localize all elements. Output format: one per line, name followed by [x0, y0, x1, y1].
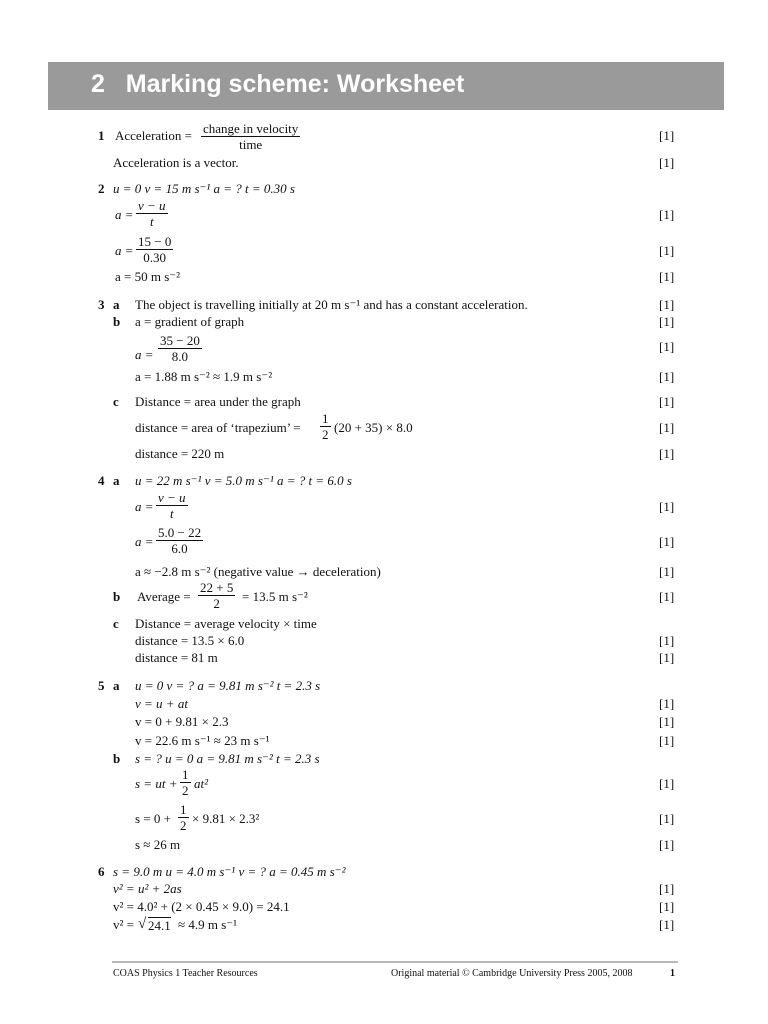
- q1-fraction: change in velocity time: [203, 121, 299, 152]
- footer-left: COAS Physics 1 Teacher Resources: [113, 968, 258, 979]
- footer-rule: [112, 961, 678, 963]
- footer-copyright: Original material © Cambridge University Press 2005, 2008: [391, 968, 633, 979]
- section-title: 2 Marking scheme: Worksheet: [91, 70, 465, 98]
- sqrt-sign: √: [138, 916, 147, 932]
- page-number: 1: [670, 968, 675, 979]
- section-header: [48, 62, 724, 110]
